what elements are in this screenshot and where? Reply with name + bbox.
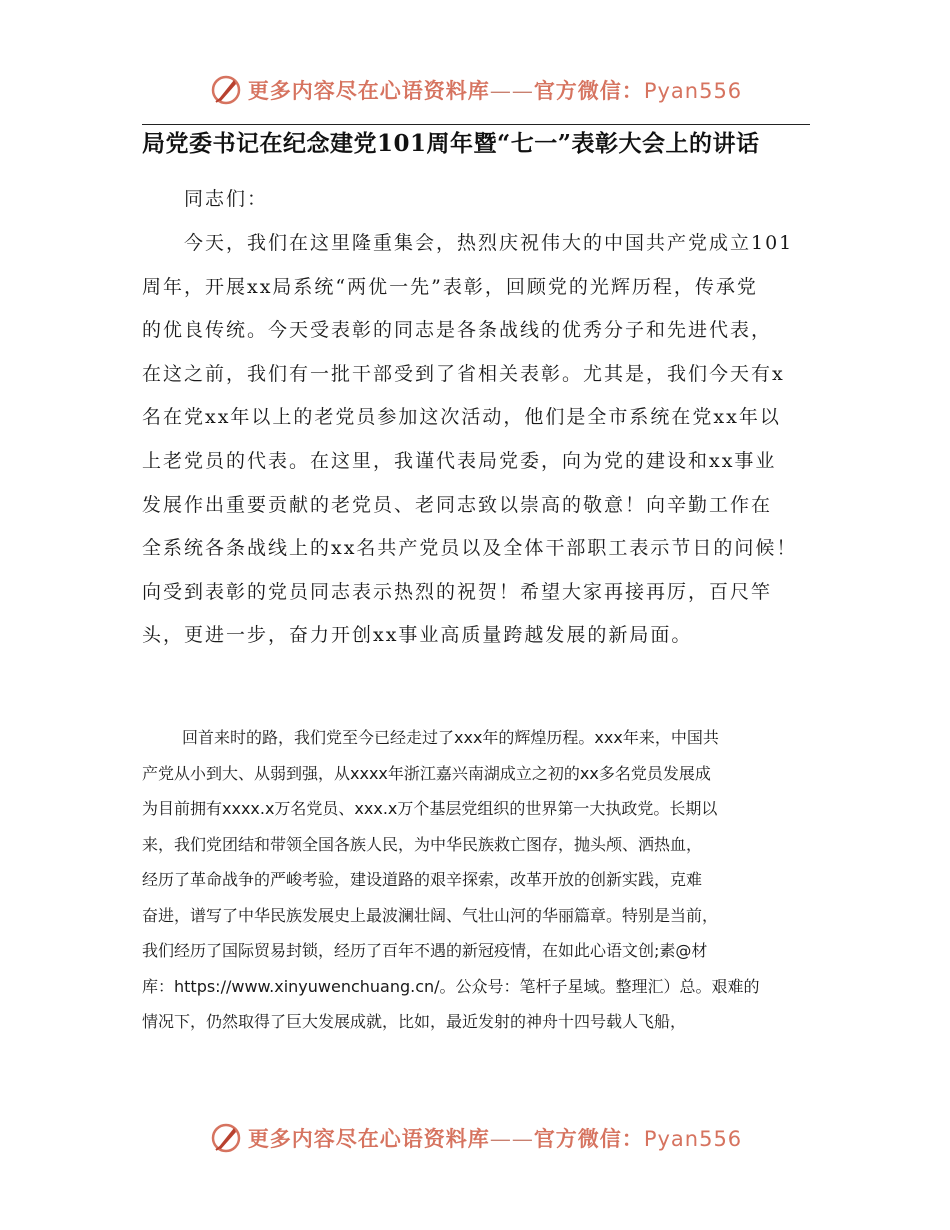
header-rule [142, 124, 810, 125]
paragraph1-line: 发展作出重要贡献的老党员、老同志致以崇高的敬意！向辛勤工作在 [142, 493, 773, 516]
banner-wechat-id: Pyan556 [643, 79, 743, 103]
paragraph-block-1 [142, 178, 818, 658]
banner-label: 官方微信： [533, 1126, 644, 1151]
paragraph2-line: 为目前拥有xxxx.x万名党员、xxx.x万个基层党组织的世界第一大执政党。长期以 [142, 799, 718, 818]
paragraph1-line: 今天，我们在这里隆重集会，热烈庆祝伟大的中国共产党成立101 [184, 232, 794, 254]
paragraph1-line: 名在党xx年以上的老党员参加这次活动，他们是全市系统在党xx年以 [142, 406, 781, 429]
paragraph2-line: 经历了革命战争的严峻考验，建设道路的艰辛探索，改革开放的创新实践，克难 [142, 870, 703, 889]
paragraph1-line: 周年，开展xx局系统“两优一先”表彰，回顾党的光辉历程，传承党 [142, 275, 758, 298]
paragraph2-line: 回首来时的路，我们党至今已经走过了xxx年的辉煌历程。xxx年来，中国共 [182, 728, 719, 747]
footer-banner [0, 1118, 950, 1158]
paragraph1-line: 上老党员的代表。在这里，我谨代表局党委，向为党的建设和xx事业 [142, 449, 777, 472]
paragraph1-line: 全系统各条战线上的xx名共产党员以及全体干部职工表示节日的问候！ [142, 537, 798, 560]
paragraph1-line: 向受到表彰的党员同志表示热烈的祝贺！希望大家再接再厉，百尺竿 [142, 580, 773, 603]
paragraph1-line: 的优良传统。今天受表彰的同志是各条战线的优秀分子和先进代表， [142, 319, 773, 342]
banner-main-text: 更多内容尽在心语资料库 [247, 1126, 490, 1151]
document-title: 局党委书记在纪念建党101周年暨“七一”表彰大会上的讲话 [142, 130, 760, 157]
banner-dash: —— [489, 79, 534, 103]
paragraph-block-2 [142, 720, 810, 1040]
banner-dash: —— [489, 1127, 534, 1151]
paragraph2-line: 情况下，仍然取得了巨大发展成就，比如，最近发射的神舟十四号载人飞船， [142, 1012, 687, 1031]
banner-main-text: 更多内容尽在心语资料库 [247, 78, 490, 103]
banner-text [248, 1123, 742, 1153]
banner-wechat-id: Pyan556 [643, 1127, 743, 1151]
banner-text [248, 75, 742, 105]
banner-label: 官方微信： [533, 78, 644, 103]
paragraph2-line: 奋进，谱写了中华民族发展史上最波澜壮阔、气壮山河的华丽篇章。特别是当前， [142, 905, 719, 925]
paragraph2-line: 产党从小到大、从弱到强，从xxxx年浙江嘉兴南湖成立之初的xx多名党员发展成 [142, 763, 711, 783]
paragraph2-line: 来，我们党团结和带领全国各族人民，为中华民族救亡图存，抛头颅、洒热血， [142, 834, 703, 854]
paragraph2-line: 库：https://www.xinyuwenchuang.cn/。公众号：笔杆子星域。整理汇）总。艰难的 [142, 976, 760, 996]
header-banner [0, 70, 950, 110]
greeting: 同志们： [184, 188, 269, 210]
paragraph1-line: 头，更进一步，奋力开创xx事业高质量跨越发展的新局面。 [142, 624, 693, 647]
paragraph2-line: 我们经历了国际贸易封锁，经历了百年不遇的新冠疫情，在如此心语文创;素@材 [142, 941, 708, 960]
quill-pen-logo-icon [208, 1120, 244, 1156]
quill-pen-logo-icon [208, 72, 244, 108]
paragraph1-line: 在这之前，我们有一批干部受到了省相关表彰。尤其是，我们今天有x [142, 362, 785, 385]
